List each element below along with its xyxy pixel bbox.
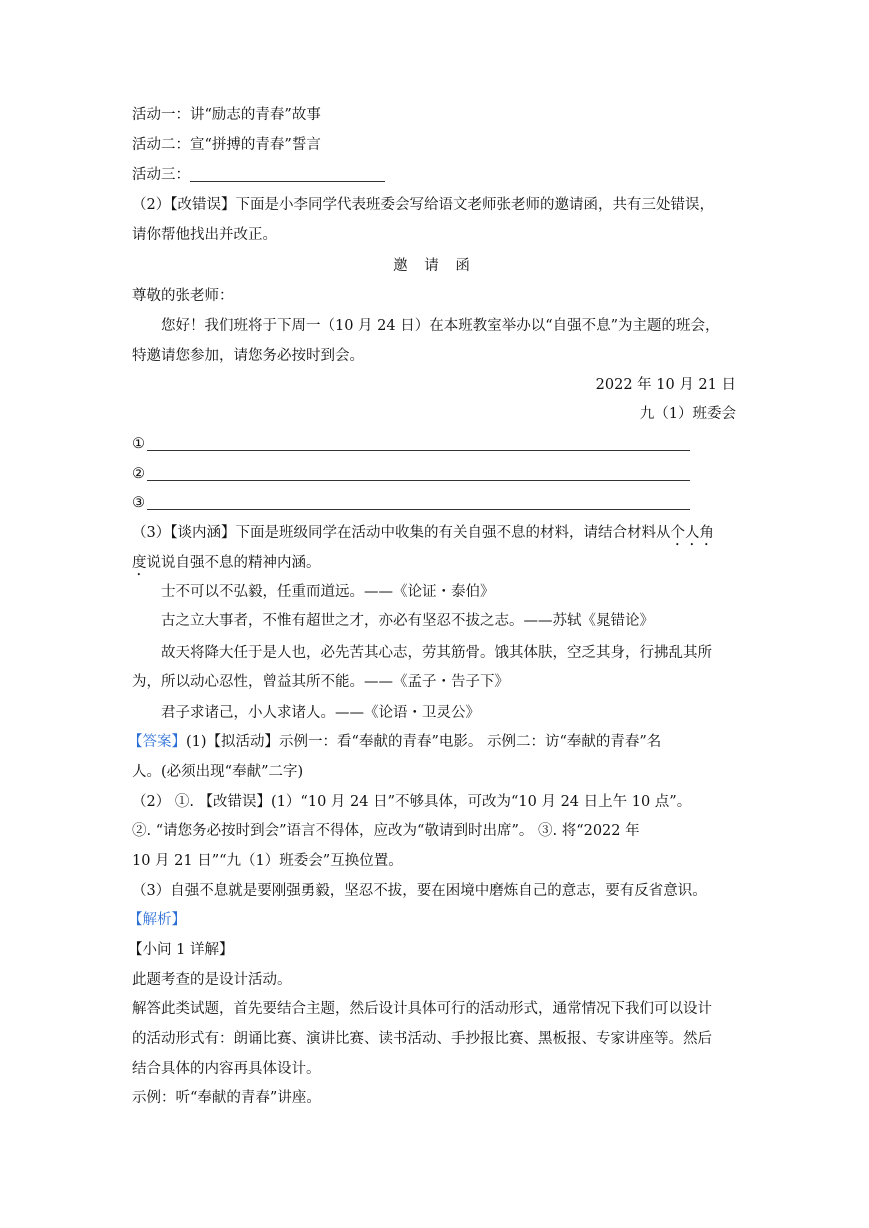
answer-line-4-row: ②. “请您务必按时到会”语言不得体，应改为“敬请到时出席”。 ③. 将“2022 年 [132, 823, 640, 839]
emphasis-text: 度 [132, 555, 147, 571]
answer-label: 【答案】 [128, 734, 186, 750]
question-3-text: 说说自强不息的精神内涵。 [146, 555, 321, 571]
analysis-paragraph-1: 此题考查的是设计活动。 [132, 972, 292, 988]
analysis-label: 【解析】 [128, 912, 186, 928]
material-4: 君子求诸己，小人求诸人。——《论语・卫灵公》 [161, 705, 480, 721]
analysis-paragraph-2-line-3: 结合具体的内容再具体设计。 [132, 1061, 321, 1077]
question-3-line-2 [132, 548, 321, 579]
answer-line-3-row: （2） ①. 【改错误】(1）“10 月 24 日”不够具体，可改为“10 月 24 日上午 10 点”。 [132, 794, 692, 810]
activity-3-label: 活动三： [132, 167, 190, 183]
material-2: 古之立大事者，不惟有超世之才，亦必有坚忍不拔之志。——苏轼《晁错论》 [161, 613, 654, 629]
letter-title: 邀 请 函 [393, 258, 476, 274]
answer-text: (1)【拟活动】示例一：看“奉献的青春”电影。 示例二：访“奉献的青春”名 [186, 734, 662, 750]
answer-blank-2 [147, 462, 690, 481]
question-2-line-2: 请你帮他找出并改正。 [132, 227, 277, 243]
activity-3-blank [190, 163, 385, 182]
material-1: 士不可以不弘毅，任重而道远。——《论证・泰伯》 [161, 584, 495, 600]
answer-blank-1 [147, 432, 690, 451]
answer-line-1 [132, 429, 690, 459]
activity-1: 活动一：讲“励志的青春”故事 [132, 107, 321, 123]
question-3-text: （3）【谈内涵】下面是班级同学在活动中收集的有关自强不息的材料，请结合材料从 [132, 525, 671, 541]
material-3-line-1: 故天将降大任于是人也，必先苦其心志，劳其筋骨。饿其体肤，空乏其身，行拂乱其所 [161, 645, 712, 661]
letter-body-line-1: 您好！我们班将于下周一（10 月 24 日）在本班教室举办以“自强不息”为主题的班会， [161, 318, 720, 334]
answer-blank-3 [147, 491, 690, 510]
circle-number-2: ② [132, 466, 145, 482]
answer-line-2-row: 人。(必须出现“奉献”二字) [132, 764, 304, 780]
answer-line-3 [132, 488, 690, 518]
circle-number-3: ③ [132, 495, 145, 511]
analysis-paragraph-3: 示例：听“奉献的青春”讲座。 [132, 1090, 321, 1106]
letter-date: 2022 年 10 月 21 日 [595, 377, 736, 393]
answer-line-5-row: 10 月 21 日”“九（1）班委会”互换位置。 [132, 853, 403, 869]
answer-line-2 [132, 459, 690, 489]
answer-line-6-row: （3）自强不息就是要刚强勇毅，坚忍不拔，要在困境中磨炼自己的意志，要有反省意识。 [132, 883, 707, 899]
question-2-line-1: （2）【改错误】下面是小李同学代表班委会写给语文老师张老师的邀请函，共有三处错误， [132, 197, 714, 213]
emphasis-text: 个人角 [670, 525, 714, 541]
analysis-paragraph-2-line-2: 的活动形式有：朗诵比赛、演讲比赛、读书活动、手抄报比赛、黑板报、专家讲座等。然后 [132, 1031, 712, 1047]
sub-question-heading: 【小问 1 详解】 [128, 942, 234, 958]
activity-3 [132, 160, 385, 190]
letter-body-line-2: 特邀请您参加，请您务必按时到会。 [132, 348, 364, 364]
question-3-line-1 [132, 518, 714, 549]
letter-signature: 九（1）班委会 [639, 406, 736, 422]
activity-2: 活动二：宣“拼搏的青春”誓言 [132, 137, 321, 153]
letter-salutation: 尊敬的张老师： [132, 288, 234, 304]
answer-line-1-row [128, 727, 661, 757]
analysis-paragraph-2-line-1: 解答此类试题，首先要结合主题，然后设计具体可行的活动形式，通常情况下我们可以设计 [132, 1001, 712, 1017]
material-3-line-2: 为，所以动心忍性，曾益其所不能。——《孟子・告子下》 [132, 674, 509, 690]
circle-number-1: ① [132, 436, 145, 452]
